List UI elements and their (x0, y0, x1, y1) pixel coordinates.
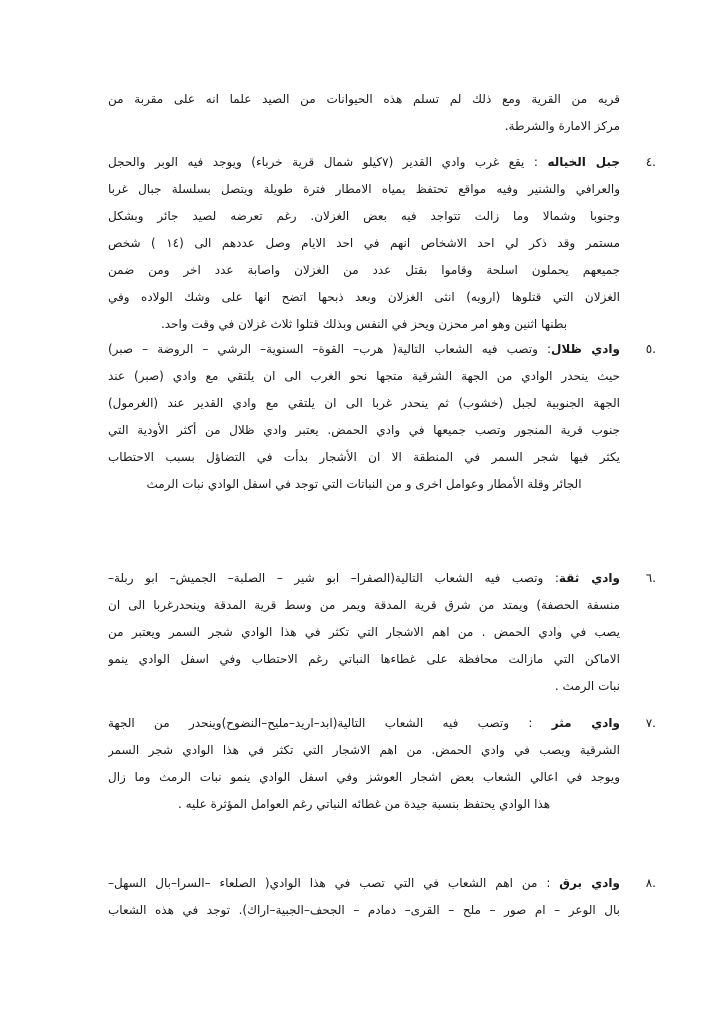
text-line: مركز الامارة والشرطة. (504, 119, 620, 133)
list-item (108, 336, 656, 498)
text-line: وجنوبا وشمالا وما زالت تتواجد فيه بعض الغزلان. رغم تعرضه لصيد جائر وبشكل (108, 209, 620, 223)
text-line: : يقع غرب وادي القدير (٧كيلو شمال قرية خرباء) ويوجد فيه الوبر والحجل (108, 155, 538, 169)
item-number: .٦ (645, 571, 656, 585)
item-number: .٨ (645, 876, 656, 890)
list-item (108, 565, 656, 700)
item-number: .٥ (645, 342, 656, 356)
text-line: جنوب قرية المنجور وتصب جميعها في وادي الحمض. يعتبر وادي ظلال من أكثر الأودية التي (108, 423, 620, 437)
text-line: الغزلان التي قتلوها (ارويه) انثى الغزلان وبعد ذبحها اتضح انها على وشك الولاده وفي (108, 290, 620, 304)
text-line: الجائر وقلة الأمطار وعوامل اخرى و من النباتات التي توجد في اسفل الوادي نبات الرمث (146, 477, 582, 491)
item-term: جبل الخياله (547, 155, 620, 169)
text-line: بال الوعر – ام صور – ملح – القرى– دمادم – الجحف–الجبية–اراك). توجد في هذه الشعاب (108, 903, 620, 917)
text-line: الجهة الجنوبية لجبل (خشوب) ثم ينحدر غربا الى ان يلتقي مع وادي القدير عند (الغرمول) (108, 396, 620, 410)
text-line: الاماكن التي مازالت محافظة على غطاءها النباتي رغم الاحتطاب وفي اسفل الوادي ينمو (108, 652, 620, 666)
item-number: .٧ (645, 716, 656, 730)
intro-paragraph (108, 86, 620, 140)
text-line: الشرقية ويصب في وادي الحمض. من اهم الاشجار التي تكثر في هذا الوادي شجر السمر (108, 743, 620, 757)
item-number: .٤ (645, 155, 656, 169)
item-term: وادي ثقة (558, 571, 620, 585)
item-term: وادي ظلال (551, 342, 620, 356)
text-line: بطنها اثنين وهو امر محزن ويحز في النفس وبذلك قتلوا ثلاث غزلان في وقت واحد. (160, 317, 568, 331)
text-line: منسفة الحصفة) ويمتد من شرق قرية المدقة ويمر من وسط قرية المدقة وينحدرغربا الى ان (108, 598, 620, 612)
text-line: هذا الوادي يحتفظ بنسبة جيدة من غطائه النباتي رغم العوامل المؤثرة عليه . (177, 797, 551, 811)
list-item (108, 710, 656, 818)
text-line: : من اهم الشعاب في التي تصب في هذا الوادي( الصلعاء –السرا–بال السهل– (108, 876, 560, 890)
text-line: مستمر وقد ذكر لي احد الاشخاص انهم في احد الايام وصل عددهم الى (١٤ ) شخص (108, 236, 620, 250)
text-line: جميعهم يحملون اسلحة وقاموا بقتل عدد من الغزلان واصابة عدد اخر ومن ضمن (108, 263, 620, 277)
text-line: يصب في وادي الحمض . من اهم الاشجار التي تكثر في هذا الوادي شجر السمر ويعتبر من (108, 625, 620, 639)
text-line: والعرافي والشنير وفيه مواقع تحتفظ بمياه الامطار فترة طويلة ويتصل بسلسلة جبال غربا (108, 182, 620, 196)
text-line: : وتصب فيه الشعاب التالية(ابد–اريد–مليح–النضوح)وينحدر من الجهة (108, 716, 552, 730)
text-line: قريه من القرية ومع ذلك لم تسلم هذه الحيوانات من الصيد علما انه على مقربة من (108, 92, 620, 106)
text-line: : وتصب فيه الشعاب التالية(الصفرا– ابو شير – الصلبة– الجميش– ابو ربلة– (108, 571, 559, 585)
text-line: : وتصب فيه الشعاب التالية( هرب– القوة– السنوية– الرشي – الروضة – صبر) (108, 342, 552, 356)
text-line: حيث ينحدر الوادي من الجهة الشرقية متجها نحو الغرب الى ان يلتقي مع وادي (صبر) عند (108, 369, 620, 383)
item-term: وادي مثر (551, 716, 620, 730)
text-line: ويوجد في اعالي الشعاب بعض اشجار العوشز وفي اسفل الوادي ينمو نبات الرمث وما زال (108, 770, 620, 784)
text-line: نبات الرمث . (554, 679, 620, 693)
text-line: يكثر فيها شجر السمر في المنطقة الا ان الأشجار بدأت في التضاؤل بسبب الاحتطاب (108, 450, 620, 464)
list-item (108, 870, 656, 924)
list-item (108, 149, 656, 338)
item-term: وادي برق (559, 876, 620, 890)
